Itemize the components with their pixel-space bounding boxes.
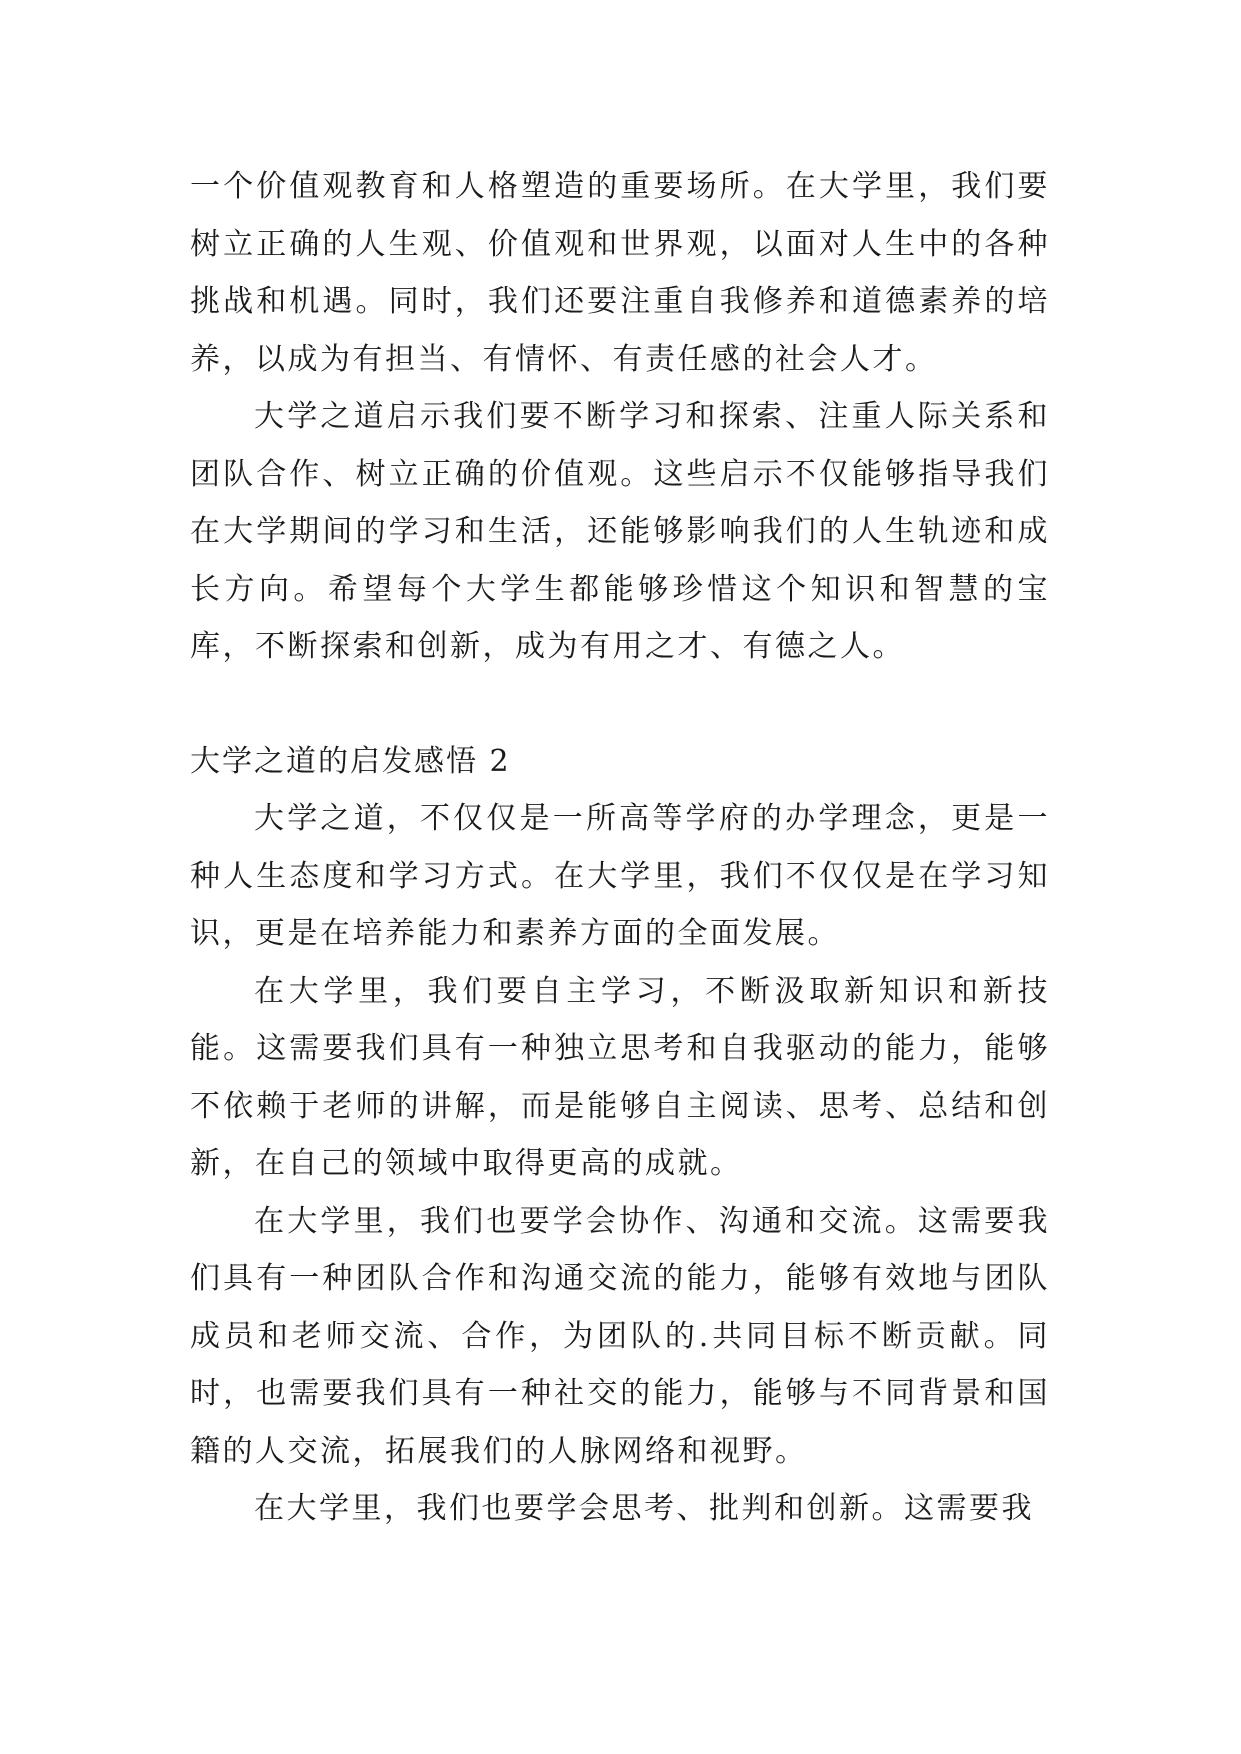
paragraph-continued: 一个价值观教育和人格塑造的重要场所。在大学里，我们要树立正确的人生观、价值观和世界观，以面对人生中的各种挑战和机遇。同时，我们还要注重自我修养和道德素养的培养，以成为有担当、有情怀、有责任感的社会人才。 <box>190 169 1050 377</box>
paragraph-self-study: 在大学里，我们要自主学习，不断汲取新知识和新技能。这需要我们具有一种独立思考和自我驱动的能力，能够不依赖于老师的讲解，而是能够自主阅读、思考、总结和创新，在自己的领域中取得更高的成就。 <box>190 973 1050 1181</box>
section-title: 大学之道的启发感悟 2 <box>190 743 511 779</box>
paragraph-intro: 大学之道，不仅仅是一所高等学府的办学理念，更是一种人生态度和学习方式。在大学里，我们不仅仅是在学习知识，更是在培养能力和素养方面的全面发展。 <box>190 801 1050 951</box>
document-body <box>190 158 1050 1538</box>
paragraph-thinking: 在大学里，我们也要学会思考、批判和创新。这需要我 <box>254 1491 1034 1526</box>
paragraph-cooperation: 在大学里，我们也要学会协作、沟通和交流。这需要我们具有一种团队合作和沟通交流的能力，能够有效地与团队成员和老师交流、合作，为团队的.共同目标不断贡献。同时，也需要我们具有一种社交的能力，能够与不同背景和国籍的人交流，拓展我们的人脉网络和视野。 <box>190 1203 1050 1469</box>
paragraph-summary: 大学之道启示我们要不断学习和探索、注重人际关系和团队合作、树立正确的价值观。这些启示不仅能够指导我们在大学期间的学习和生活，还能够影响我们的人生轨迹和成长方向。希望每个大学生都能够珍惜这个知识和智慧的宝库，不断探索和创新，成为有用之才、有德之人。 <box>190 399 1050 664</box>
